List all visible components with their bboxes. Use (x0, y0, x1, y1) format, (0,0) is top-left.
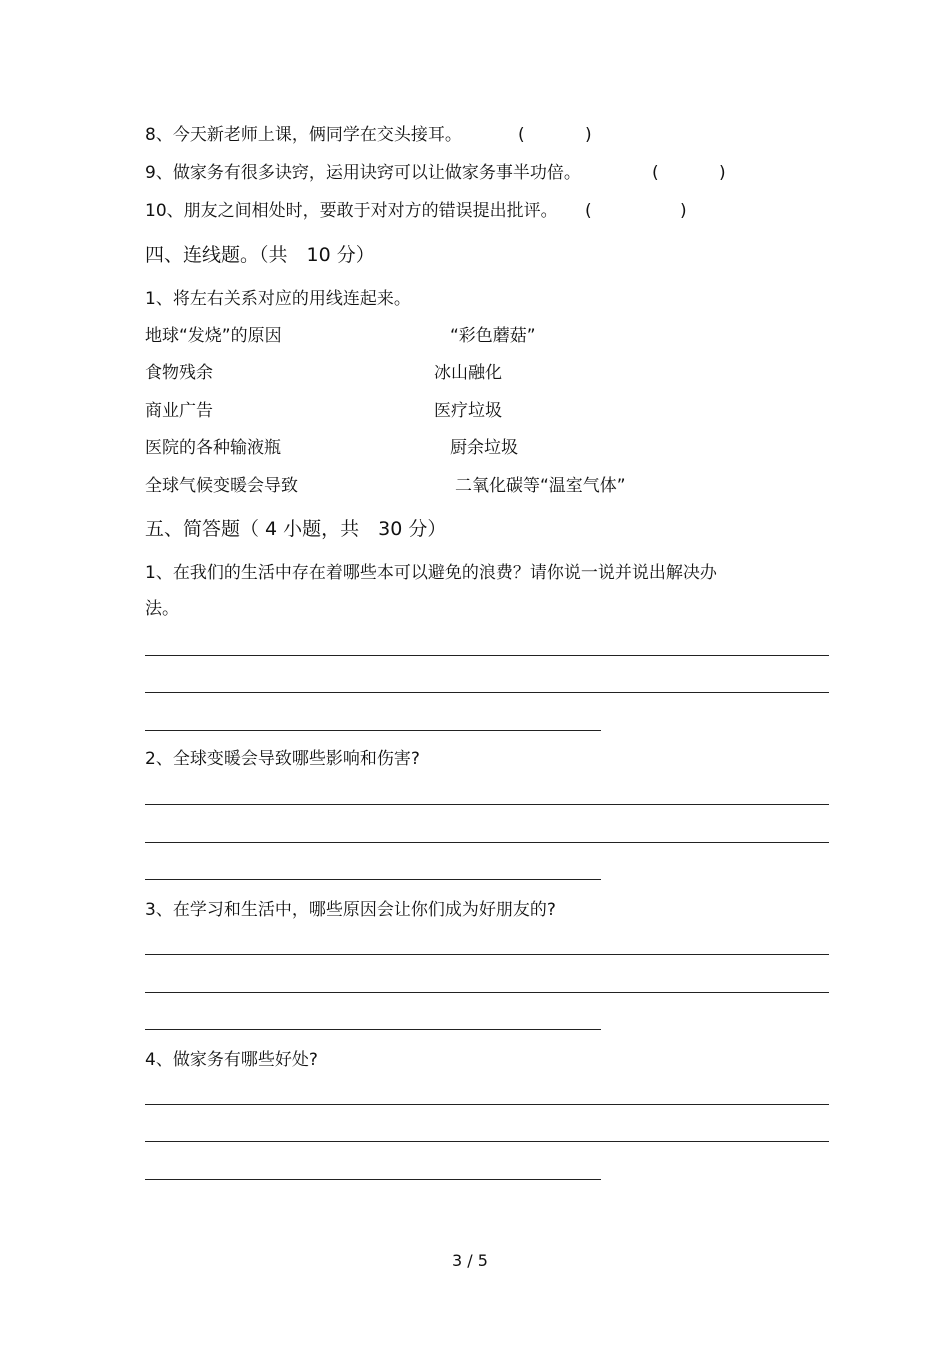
match-right-item: 二氧化碳等“温室气体” (455, 476, 626, 496)
short-answer-question-4: 4、做家务有哪些好处? (145, 1050, 318, 1070)
match-left-item: 地球“发烧”的原因 (145, 326, 282, 346)
answer-line (145, 879, 601, 880)
match-left-item: 商业广告 (145, 401, 213, 421)
short-answer-question-1-continued: 法。 (145, 599, 179, 619)
section-5-title: 五、简答题（ 4 小题，共 30 分） (145, 518, 447, 540)
answer-paren-close-10: ) (680, 201, 687, 221)
answer-paren-open-8: ( (518, 125, 525, 145)
answer-line (145, 954, 829, 955)
answer-paren-open-10: ( (585, 201, 592, 221)
match-left-item: 全球气候变暖会导致 (145, 476, 298, 496)
answer-line (145, 655, 829, 656)
question-10: 10、朋友之间相处时，要敢于对对方的错误提出批评。 (145, 201, 558, 221)
short-answer-question-3: 3、在学习和生活中，哪些原因会让你们成为好朋友的? (145, 900, 556, 920)
answer-paren-close-8: ) (585, 125, 592, 145)
page-number: 3 / 5 (452, 1251, 488, 1270)
answer-line (145, 730, 601, 731)
match-right-item: “彩色蘑菇” (450, 326, 536, 346)
match-left-item: 食物残余 (145, 363, 213, 383)
answer-line (145, 1029, 601, 1030)
question-9: 9、做家务有很多诀窍，运用诀窍可以让做家务事半功倍。 (145, 163, 581, 183)
section-4-title: 四、连线题。（共 10 分） (145, 244, 375, 266)
short-answer-question-2: 2、全球变暖会导致哪些影响和伤害? (145, 749, 420, 769)
answer-line (145, 804, 829, 805)
match-right-item: 医疗垃圾 (434, 401, 502, 421)
answer-line (145, 842, 829, 843)
match-left-item: 医院的各种输液瓶 (145, 438, 281, 458)
answer-paren-close-9: ) (719, 163, 726, 183)
question-8: 8、今天新老师上课，俩同学在交头接耳。 (145, 125, 462, 145)
answer-line (145, 1141, 829, 1142)
match-right-item: 厨余垃圾 (450, 438, 518, 458)
section-4-instruction: 1、将左右关系对应的用线连起来。 (145, 289, 411, 309)
answer-line (145, 692, 829, 693)
answer-line (145, 1179, 601, 1180)
answer-line (145, 1104, 829, 1105)
answer-line (145, 992, 829, 993)
short-answer-question-1: 1、在我们的生活中存在着哪些本可以避免的浪费？请你说一说并说出解决办 (145, 563, 717, 583)
match-right-item: 冰山融化 (434, 363, 502, 383)
answer-paren-open-9: ( (652, 163, 659, 183)
